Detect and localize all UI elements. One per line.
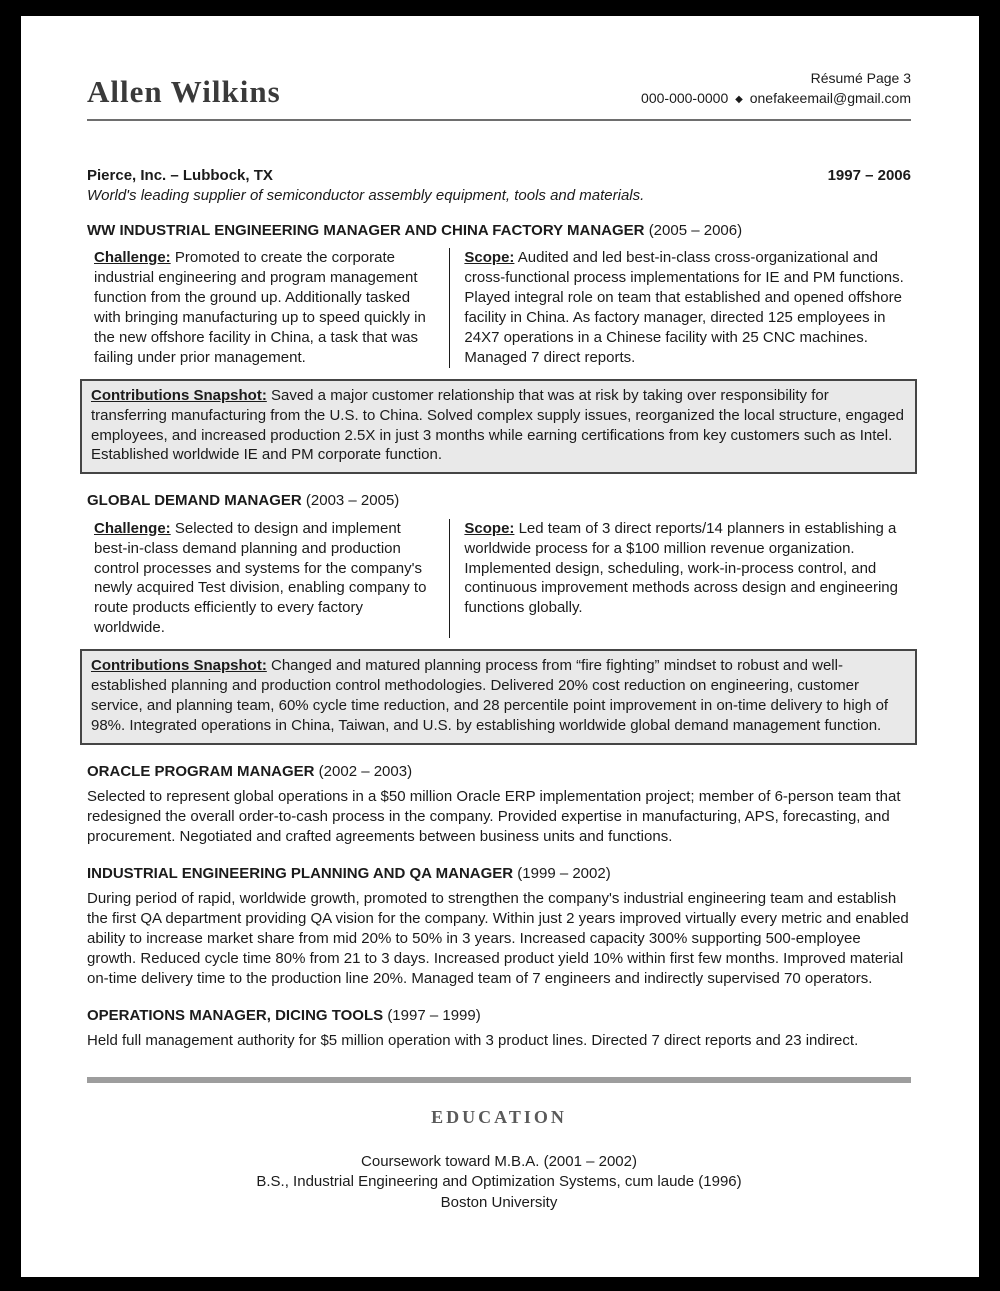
challenge-scope-columns — [87, 248, 911, 368]
resume-page — [21, 16, 979, 1277]
page-label: Résumé Page 3 — [810, 70, 911, 86]
snapshot-text: Changed and matured planning process from “fire fighting” mindset to robust and well-established planning and production control methodologies. Delivered 20% cost reduction on engineering, customer service, and planning team, 60% cycle time reduction, and 28 percentile point improvement in on-time delivery to high of 98%. Integrated operations in China, Taiwan, and U.S. by establishing worldwide global demand management function. — [91, 657, 889, 735]
education-section — [87, 1107, 911, 1213]
education-lines — [87, 1152, 911, 1213]
education-heading: EDUCATION — [431, 1107, 567, 1128]
scope-column — [449, 519, 911, 639]
role-dates: (2002 – 2003) — [318, 763, 413, 781]
role-section-ie-planning-qa-manager — [87, 864, 911, 989]
phone-number: 000-000-0000 — [641, 90, 729, 107]
role-description: Held full management authority for $5 million operation with 3 product lines. Directed 7 direct reports and 23 indirect. — [87, 1032, 859, 1050]
role-section-operations-manager-dicing — [87, 1006, 911, 1051]
scope-text: Led team of 3 direct reports/14 planners in establishing a worldwide process for a $100 million revenue organization. Implemented design, scheduling, work-in-process control, and continuous improvement methods across design and engineering functions globally. — [464, 519, 898, 617]
email-address: onefakeemail@gmail.com — [749, 90, 911, 107]
role-section-ww-ie-manager — [87, 221, 911, 475]
role-section-global-demand-manager — [87, 491, 911, 745]
section-divider-rule — [87, 1077, 911, 1083]
contact-block — [641, 68, 911, 109]
role-title-row — [87, 762, 911, 782]
role-title-row — [87, 491, 911, 511]
challenge-scope-columns — [87, 519, 911, 639]
employer-dates: 1997 – 2006 — [827, 166, 911, 184]
education-line-mba: Coursework toward M.B.A. (2001 – 2002) — [361, 1153, 637, 1171]
role-description: During period of rapid, worldwide growth, promoted to strengthen the company's industrial engineering team and establish the first QA department providing QA vision for the company. Within just 2 years improved virtually every metric and enabled ability to increase market share from mid 20% to 50% in 3 years. Increased capacity 300% supporting 500-employee growth. Reduced cycle time 80% from 21 to 3 days. Increased product yield 10% within first few months. Improved material on-time delivery time to the production line 20%. Managed team of 7 engineers and indirectly supervised 70 operators. — [87, 890, 909, 988]
scope-text: Audited and led best-in-class cross-organizational and cross-functional process implementations for IE and PM functions. Played integral role on team that established and opened offshore facility in China. As factory manager, directed 125 employees in 24X7 operations in a Chinese facility with 25 CNC machines. Managed 7 direct reports. — [464, 249, 904, 366]
role-title-row — [87, 864, 911, 884]
education-line-university: Boston University — [440, 1193, 558, 1211]
role-description: Selected to represent global operations in a $50 million Oracle ERP implementation project; member of 6-person team that redesigned the overall order-to-cash process in the company. Provided expertise in manufacturing, APS, forecasting, and procurement. Negotiated and crafted agreements between business units and functions. — [87, 788, 901, 846]
role-title: ORACLE PROGRAM MANAGER — [87, 763, 315, 781]
challenge-text: Promoted to create the corporate industrial engineering and program management function from the ground up. Additionally tasked with bringing manufacturing up to speed quickly in the new offshore facility in China, a task that was failing under prior management. — [94, 249, 426, 366]
challenge-text: Selected to design and implement best-in-class demand planning and production control processes and systems for the company's newly acquired Test division, enabling company to route products efficiently to every factory worldwide. — [94, 519, 427, 637]
role-title: INDUSTRIAL ENGINEERING PLANNING AND QA MANAGER — [87, 865, 514, 883]
header — [87, 68, 911, 109]
candidate-name: Allen Wilkins — [87, 73, 281, 109]
challenge-label: Challenge: — [94, 519, 171, 537]
snapshot-label: Contributions Snapshot: — [91, 657, 267, 675]
role-title: GLOBAL DEMAND MANAGER — [87, 492, 302, 510]
scope-label: Scope: — [464, 249, 515, 267]
contributions-snapshot-box — [80, 379, 917, 475]
challenge-column — [94, 519, 449, 639]
role-title: WW INDUSTRIAL ENGINEERING MANAGER AND CHINA FACTORY MANAGER — [87, 221, 645, 239]
role-section-oracle-program-manager — [87, 762, 911, 847]
contributions-snapshot-box — [80, 649, 917, 745]
role-dates: (2003 – 2005) — [305, 492, 400, 510]
role-title-row — [87, 221, 911, 241]
snapshot-text: Saved a major customer relationship that was at risk by taking over responsibility for transferring manufacturing from the U.S. to China. Solved complex supply issues, reorganized the local structure, engaged employees, and increased production 2.5X in just 3 months while earning certifications from key customers such as Intel. Established worldwide IE and PM corporate function. — [91, 386, 904, 464]
role-dates: (1997 – 1999) — [387, 1007, 481, 1025]
diamond-separator-icon: ◆ — [735, 94, 743, 106]
challenge-label: Challenge: — [94, 249, 171, 267]
employer-section — [87, 167, 911, 204]
employer-name: Pierce, Inc. – Lubbock, TX — [87, 166, 273, 184]
role-dates: (2005 – 2006) — [648, 221, 743, 239]
employer-tagline: World's leading supplier of semiconductor assembly equipment, tools and materials. — [87, 186, 645, 204]
education-line-bs: B.S., Industrial Engineering and Optimization Systems, cum laude (1996) — [256, 1173, 742, 1191]
role-title-row — [87, 1006, 911, 1026]
scope-column — [449, 248, 911, 368]
scope-label: Scope: — [464, 519, 515, 537]
role-dates: (1999 – 2002) — [517, 865, 611, 883]
header-rule — [87, 119, 911, 121]
contact-line — [641, 88, 911, 109]
snapshot-label: Contributions Snapshot: — [91, 386, 267, 404]
employer-row — [87, 167, 911, 184]
challenge-column — [94, 248, 449, 368]
role-title: OPERATIONS MANAGER, DICING TOOLS — [87, 1007, 384, 1025]
